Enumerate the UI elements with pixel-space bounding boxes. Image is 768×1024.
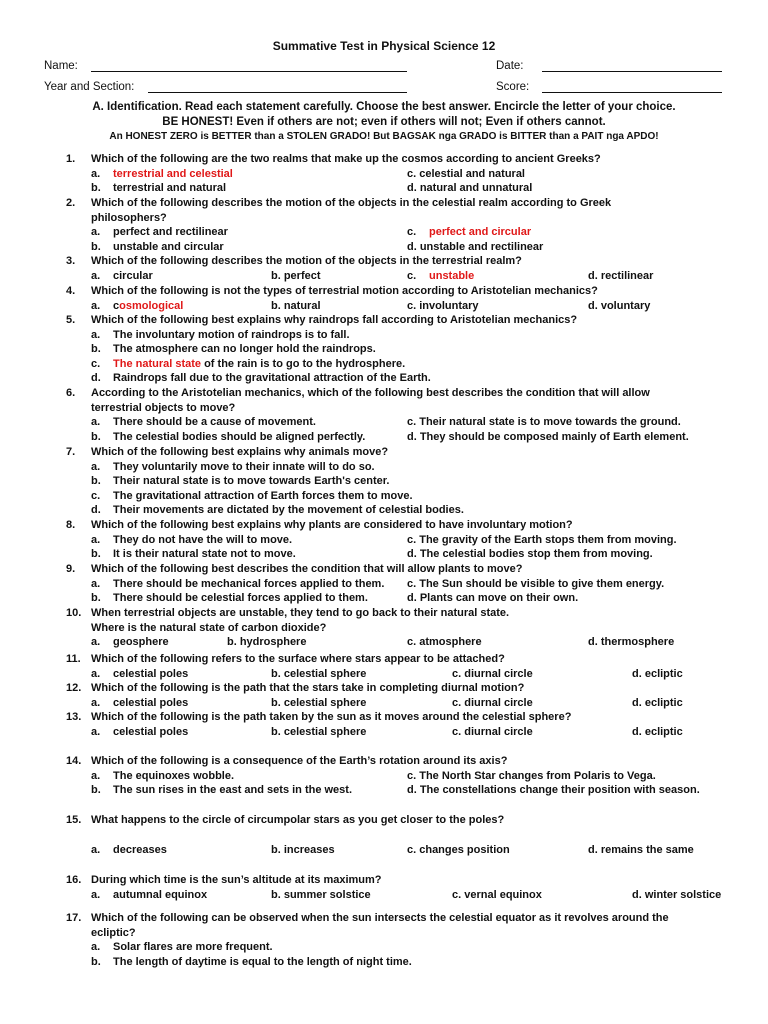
option-text-part: Their movements are dictated by the movement of celestial bodies. [113, 504, 464, 517]
option[interactable] [452, 667, 533, 681]
option[interactable] [407, 181, 532, 195]
option-letter[interactable]: a. [91, 460, 101, 473]
option-text: d. The constellations change their position with season. [407, 784, 700, 797]
option-text [113, 415, 316, 429]
option-text [113, 489, 413, 503]
option[interactable] [227, 635, 306, 649]
option-text [113, 240, 224, 254]
option-letter[interactable]: a. [91, 888, 101, 901]
option[interactable] [271, 269, 321, 283]
question-stem: Which of the following are the two realms that make up the cosmos according to ancient Greeks? [91, 153, 601, 165]
question-stem: terrestrial objects to move? [91, 401, 236, 414]
option[interactable] [407, 577, 664, 591]
option-text: d. The celestial bodies stop them from moving. [407, 548, 653, 561]
option[interactable] [407, 635, 482, 649]
option-text [113, 299, 183, 313]
option-text [113, 430, 365, 444]
date-field-line[interactable] [542, 71, 722, 72]
option-text: b. perfect [271, 269, 321, 282]
option-text: b. celestial sphere [271, 725, 367, 738]
option[interactable] [407, 430, 689, 444]
option-text: d. thermosphere [588, 636, 675, 649]
option-text-part: circular [113, 269, 153, 282]
option[interactable] [271, 299, 321, 313]
question-stem: Which of the following describes the motion of the objects in the terrestrial realm? [91, 255, 522, 267]
option[interactable] [407, 415, 681, 429]
option-text [113, 357, 405, 371]
option-text-part: The equinoxes wobble. [113, 769, 235, 782]
option-text-part: Their natural state is to move towards Earth's center. [113, 475, 390, 488]
question-stem: Which of the following is a consequence of the Earth’s rotation around its axis? [91, 755, 508, 767]
option[interactable] [407, 783, 700, 797]
question-number: 7. [66, 446, 76, 458]
option-text [113, 225, 228, 239]
option-letter[interactable]: b. [91, 182, 101, 195]
option-text-part: The sun rises in the east and sets in the west. [113, 784, 353, 797]
option-text: b. increases [271, 843, 335, 856]
option[interactable] [632, 725, 683, 739]
option-letter[interactable]: a. [91, 533, 101, 546]
option-letter[interactable]: a. [91, 299, 101, 312]
instructions-line-2: BE HONEST! Even if others are not; even if others will not; Even if others cannot. [162, 116, 606, 128]
option-letter[interactable]: a. [91, 667, 101, 680]
option[interactable] [407, 167, 525, 181]
option-letter[interactable]: c. [407, 226, 417, 239]
option-text [113, 371, 431, 385]
option[interactable] [632, 888, 721, 902]
year-section-field-line[interactable] [148, 92, 407, 93]
option-letter[interactable]: a. [91, 941, 101, 954]
option[interactable] [452, 696, 533, 710]
option-letter[interactable]: b. [91, 343, 101, 356]
option-text [113, 843, 167, 857]
option-text-part: They do not have the will to move. [113, 533, 293, 546]
score-field-line[interactable] [542, 92, 722, 93]
option-text: d. rectilinear [588, 269, 654, 282]
option-letter[interactable]: d. [91, 372, 101, 385]
option-letter[interactable]: a. [91, 636, 101, 649]
option[interactable] [588, 269, 653, 283]
option-text: d. unstable and rectilinear [407, 240, 544, 253]
option-text [113, 547, 296, 561]
option-text [113, 591, 368, 605]
option-letter[interactable]: b. [91, 430, 101, 443]
option-text: c. changes position [407, 843, 510, 856]
answer-highlight: terrestrial and celestial [113, 167, 233, 180]
question-number: 9. [66, 563, 76, 575]
option-text-part: perfect and rectilinear [113, 226, 228, 239]
question-stem: Which of the following is the path taken by the sun as it moves around the celestial sphere? [91, 711, 572, 723]
page-title: Summative Test in Physical Science 12 [272, 39, 496, 53]
name-field-line[interactable] [91, 71, 407, 72]
option-text: b. natural [271, 299, 321, 312]
option-text [113, 783, 352, 797]
option-text [429, 269, 474, 283]
question-number: 17. [66, 912, 82, 924]
option-text-part: of the rain is to go to the hydrosphere. [201, 357, 406, 370]
option-text [429, 225, 531, 239]
option[interactable] [632, 667, 683, 681]
option-text-part: The length of daytime is equal to the length of night time. [113, 955, 412, 968]
question-stem: What happens to the circle of circumpolar stars as you get closer to the poles? [91, 814, 505, 826]
option-letter[interactable]: a. [91, 843, 101, 856]
question-stem: Which of the following best explains why animals move? [91, 446, 389, 458]
answer-highlight: osmological [119, 299, 184, 312]
option-text: c. Their natural state is to move towards the ground. [407, 416, 681, 429]
option[interactable] [632, 696, 683, 710]
answer-highlight: unstable [429, 269, 475, 282]
question-stem: During which time is the sun’s altitude at its maximum? [91, 874, 382, 886]
option-text-part: unstable and circular [113, 240, 224, 253]
question-number: 12. [66, 682, 82, 694]
option-letter[interactable]: b. [91, 955, 101, 968]
option-text [113, 474, 389, 488]
option-letter[interactable]: b. [91, 592, 101, 605]
option-text: d. ecliptic [632, 696, 683, 709]
question-stem: Which of the following is not the types of terrestrial motion according to Aristotelian mechanics? [91, 285, 598, 297]
option-text-part: celestial poles [113, 667, 189, 680]
answer-highlight: perfect and circular [429, 226, 532, 239]
question-number: 4. [66, 285, 76, 297]
option[interactable] [271, 843, 335, 857]
option-text: d. natural and unnatural [407, 182, 533, 195]
question-number: 11. [66, 653, 81, 665]
option-letter[interactable]: a. [91, 769, 101, 782]
option-letter[interactable]: a. [91, 328, 101, 341]
option-text [113, 635, 169, 649]
option[interactable] [452, 888, 542, 902]
option-text [113, 888, 207, 902]
option-letter[interactable]: a. [91, 226, 101, 239]
option-text-part: The gravitational attraction of Earth forces them to move. [113, 489, 413, 502]
option-text-part: There should be celestial forces applied to them. [113, 592, 368, 605]
option[interactable] [407, 547, 653, 561]
question-stem: Which of the following is the path that the stars take in completing diurnal motion? [91, 682, 525, 694]
option[interactable] [588, 635, 674, 649]
option-text-part: geosphere [113, 636, 169, 649]
question-number: 13. [66, 711, 82, 723]
option-text: d. remains the same [588, 843, 694, 856]
option-text: c. diurnal circle [452, 696, 533, 709]
option-text [113, 503, 464, 517]
option-text: c. diurnal circle [452, 667, 533, 680]
question-stem: philosophers? [91, 211, 167, 224]
option-text-part: The involuntary motion of raindrops is to fall. [113, 328, 350, 341]
option-text: d. voluntary [588, 299, 651, 312]
option-text: b. celestial sphere [271, 696, 367, 709]
option-text: c. atmosphere [407, 636, 482, 649]
option[interactable] [407, 533, 677, 547]
option-letter[interactable]: a. [91, 269, 101, 282]
option-text-part: It is their natural state not to move. [113, 548, 296, 561]
question-number: 10. [66, 607, 82, 619]
option-text-part: Solar flares are more frequent. [113, 941, 273, 954]
option-text [113, 167, 233, 181]
option-letter[interactable]: a. [91, 725, 101, 738]
option-text-part: autumnal equinox [113, 888, 208, 901]
option-text-part: Raindrops fall due to the gravitational attraction of the Earth. [113, 372, 431, 385]
option-text [113, 577, 384, 591]
option-letter[interactable]: b. [91, 548, 101, 561]
question-stem: Which of the following best describes the condition that will allow plants to move? [91, 563, 523, 575]
option-text [113, 328, 350, 342]
year-section-label: Year and Section: [44, 81, 135, 93]
option-text-part: They voluntarily move to their innate will to do so. [113, 460, 375, 473]
option-letter[interactable]: c. [91, 357, 101, 370]
date-label: Date: [496, 60, 524, 72]
option-text: c. diurnal circle [452, 725, 533, 738]
question-stem: Which of the following can be observed when the sun intersects the celestial equator as it revolves around the [91, 912, 669, 924]
question-stem: Which of the following describes the motion of the objects in the celestial realm according to Greek [91, 197, 612, 209]
question-number: 3. [66, 255, 76, 267]
option-letter[interactable]: b. [91, 240, 101, 253]
score-label: Score: [496, 81, 530, 93]
question-stem: Which of the following refers to the surface where stars appear to be attached? [91, 653, 505, 665]
option[interactable] [407, 299, 479, 313]
option-text [113, 460, 375, 474]
option-letter[interactable]: c. [91, 489, 101, 502]
option[interactable] [271, 725, 366, 739]
question-stem: Where is the natural state of carbon dioxide? [91, 621, 327, 634]
option-text: c. The gravity of the Earth stops them from moving. [407, 533, 677, 546]
option[interactable] [407, 240, 543, 254]
question-stem: Which of the following best explains why raindrops fall according to Aristotelian mechanics? [91, 314, 578, 326]
question-number: 2. [66, 197, 76, 209]
option-text: b. hydrosphere [227, 636, 307, 649]
option[interactable] [271, 888, 371, 902]
option-text-part: terrestrial and natural [113, 182, 227, 195]
option[interactable] [588, 843, 694, 857]
option-text-part: There should be mechanical forces applied to them. [113, 577, 385, 590]
option-text: d. ecliptic [632, 667, 683, 680]
option-text: c. involuntary [407, 299, 479, 312]
option-letter[interactable]: a. [91, 416, 101, 429]
option-text-part: celestial poles [113, 725, 189, 738]
option[interactable] [588, 299, 650, 313]
option[interactable] [271, 696, 366, 710]
option-text [113, 181, 226, 195]
question-number: 6. [66, 387, 76, 399]
question-stem: ecliptic? [91, 926, 136, 939]
option-text [113, 533, 292, 547]
question-number: 14. [66, 755, 82, 767]
option[interactable] [407, 591, 578, 605]
option-letter[interactable]: d. [91, 504, 101, 517]
option-text: d. winter solstice [632, 888, 722, 901]
option-text: d. They should be composed mainly of Earth element. [407, 430, 689, 443]
question-stem: Which of the following best explains why plants are considered to have involuntary motion? [91, 519, 573, 531]
option-letter[interactable]: a. [91, 167, 101, 180]
question-number: 16. [66, 874, 82, 886]
option-text-part: The celestial bodies should be aligned perfectly. [113, 430, 366, 443]
option-text [113, 696, 188, 710]
instructions-line-3: An HONEST ZERO is BETTER than a STOLEN GRADO! But BAGSAK nga GRADO is BITTER than a PAIT nga APDO! [109, 131, 659, 142]
option[interactable] [407, 769, 656, 783]
question-number: 5. [66, 314, 76, 326]
option-letter[interactable]: a. [91, 577, 101, 590]
option-text [113, 940, 273, 954]
option-text [113, 769, 234, 783]
option[interactable] [407, 843, 510, 857]
option-text: d. ecliptic [632, 725, 683, 738]
option-letter[interactable]: b. [91, 475, 101, 488]
option-text-part: decreases [113, 843, 167, 856]
option[interactable] [452, 725, 533, 739]
name-label: Name: [44, 60, 78, 72]
answer-highlight: The natural state [113, 357, 202, 370]
option-text: c. celestial and natural [407, 167, 525, 180]
question-stem: According to the Aristotelian mechanics, which of the following best describes the condition that will allow [91, 387, 650, 399]
option-text-part: The atmosphere can no longer hold the raindrops. [113, 343, 376, 356]
option-letter[interactable]: c. [407, 269, 417, 282]
option-text [113, 725, 188, 739]
option-text-part: celestial poles [113, 696, 189, 709]
option-text [113, 955, 412, 969]
question-number: 15. [66, 814, 82, 826]
option-text-part: c [113, 299, 120, 312]
option-letter[interactable]: a. [91, 696, 101, 709]
option-text [113, 342, 376, 356]
option-letter[interactable]: b. [91, 784, 101, 797]
option-text [113, 269, 153, 283]
option-text [113, 667, 188, 681]
option-text: b. summer solstice [271, 888, 371, 901]
question-stem: When terrestrial objects are unstable, they tend to go back to their natural state. [91, 607, 510, 619]
option-text: d. Plants can move on their own. [407, 592, 579, 605]
option[interactable] [271, 667, 366, 681]
option-text-part: There should be a cause of movement. [113, 416, 316, 429]
question-number: 1. [66, 153, 76, 165]
option-text: c. The Sun should be visible to give them energy. [407, 577, 665, 590]
question-number: 8. [66, 519, 76, 531]
option-text: c. vernal equinox [452, 888, 542, 901]
option-text: b. celestial sphere [271, 667, 367, 680]
option-text: c. The North Star changes from Polaris to Vega. [407, 769, 656, 782]
instructions-line-1: A. Identification. Read each statement carefully. Choose the best answer. Encircle the letter of your choice. [92, 101, 676, 113]
